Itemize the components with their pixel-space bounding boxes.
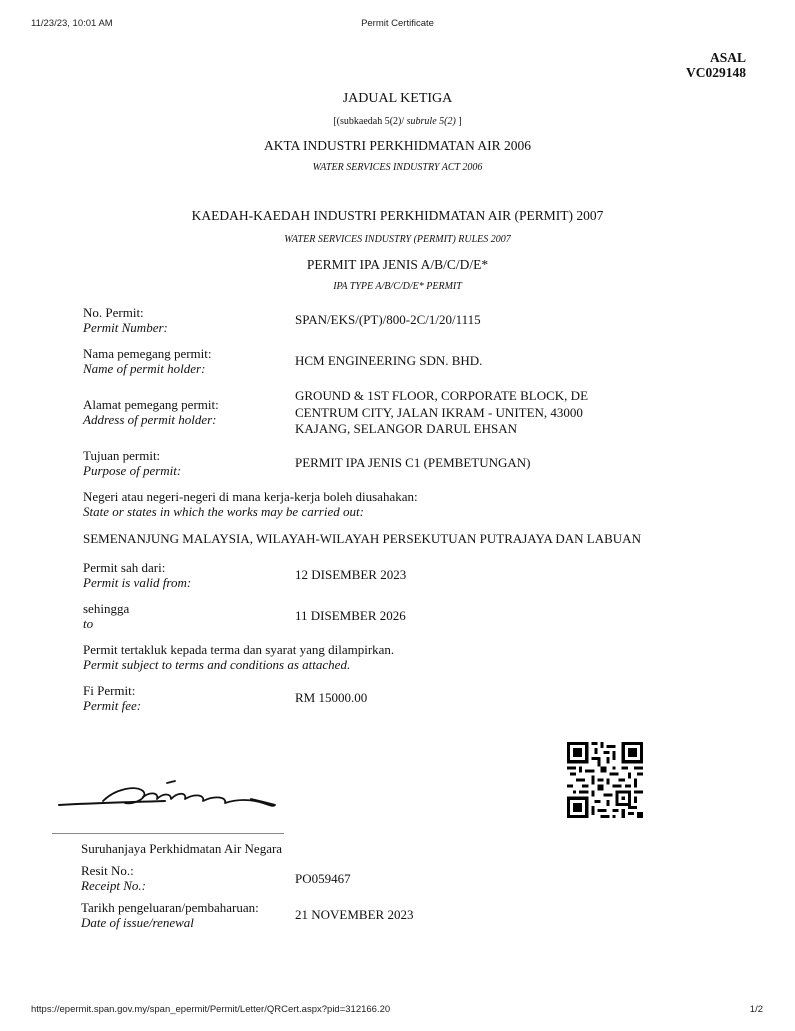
permit-type-ms: PERMIT IPA JENIS A/B/C/D/E* — [306, 257, 489, 272]
holder-name-value: HCM ENGINEERING SDN. BHD. — [295, 353, 483, 368]
document-code — [686, 50, 746, 80]
valid-from-label: Permit sah dari: Permit is valid from: — [83, 560, 192, 590]
valid-to-label: sehingga to — [83, 601, 130, 631]
purpose-value: PERMIT IPA JENIS C1 (PEMBETUNGAN) — [295, 455, 531, 470]
act-title-ms: AKTA INDUSTRI PERKHIDMATAN AIR 2006 — [263, 138, 532, 153]
print-datetime: 11/23/23, 10:01 AM — [31, 18, 113, 29]
valid-to-value: 11 DISEMBER 2026 — [295, 608, 406, 623]
permit-number-label: No. Permit: Permit Number: — [83, 305, 168, 335]
fee-label: Fi Permit: Permit fee: — [83, 683, 142, 713]
rules-title-en: WATER SERVICES INDUSTRY (PERMIT) RULES 2007 — [284, 234, 511, 245]
valid-from-value: 12 DISEMBER 2023 — [295, 567, 407, 582]
print-page-number: 1/2 — [749, 1004, 763, 1015]
purpose-label: Tujuan permit: Purpose of permit: — [83, 448, 182, 478]
rules-title-ms: KAEDAH-KAEDAH INDUSTRI PERKHIDMATAN AIR (PERMIT) 2007 — [191, 208, 604, 223]
states-label: Negeri atau negeri-negeri di mana kerja-kerja boleh diusahakan: State or states in which the works may be carried out: — [83, 489, 418, 519]
states-value: SEMENANJUNG MALAYSIA, WILAYAH-WILAYAH PERSEKUTUAN PUTRAJAYA DAN LABUAN — [83, 531, 641, 546]
print-page-title: Permit Certificate — [361, 18, 434, 29]
terms-note: Permit tertakluk kepada terma dan syarat yang dilampirkan. Permit subject to terms and conditions as attached. — [83, 642, 395, 672]
receipt-value: PO059467 — [295, 871, 351, 886]
issue-date-value: 21 NOVEMBER 2023 — [295, 907, 414, 922]
holder-name-label: Nama pemegang permit: Name of permit holder: — [83, 346, 212, 376]
fee-value: RM 15000.00 — [295, 690, 368, 705]
original-label: ASAL — [709, 50, 746, 65]
qr-code — [567, 742, 643, 818]
receipt-label: Resit No.: Receipt No.: — [81, 863, 146, 893]
permit-number-value: SPAN/EKS/(PT)/800-2C/1/20/1115 — [295, 312, 481, 327]
act-title-en: WATER SERVICES INDUSTRY ACT 2006 — [312, 162, 483, 173]
serial-number: VC029148 — [686, 65, 746, 80]
issue-date-label: Tarikh pengeluaran/pembaharuan: Date of issue/renewal — [81, 900, 259, 930]
holder-address-value: GROUND & 1ST FLOOR, CORPORATE BLOCK, DE CENTRUM CITY, JALAN IKRAM - UNITEN, 43000 KAJANG, SELANGOR DARUL EHSAN — [295, 388, 589, 436]
schedule-title: JADUAL KETIGA — [342, 91, 453, 106]
signature-image — [55, 775, 285, 820]
permit-type-en: IPA TYPE A/B/C/D/E* PERMIT — [333, 281, 462, 292]
signature-line — [52, 833, 284, 834]
commission-name: Suruhanjaya Perkhidmatan Air Negara — [81, 841, 283, 856]
subrule-reference: [(subkaedah 5(2)/ subrule 5(2) ] — [333, 116, 462, 127]
print-url: https://epermit.span.gov.my/span_epermit/Permit/Letter/QRCert.aspx?pid=312166.20 — [31, 1004, 391, 1015]
holder-address-label: Alamat pemegang permit: Address of permit holder: — [83, 397, 219, 427]
